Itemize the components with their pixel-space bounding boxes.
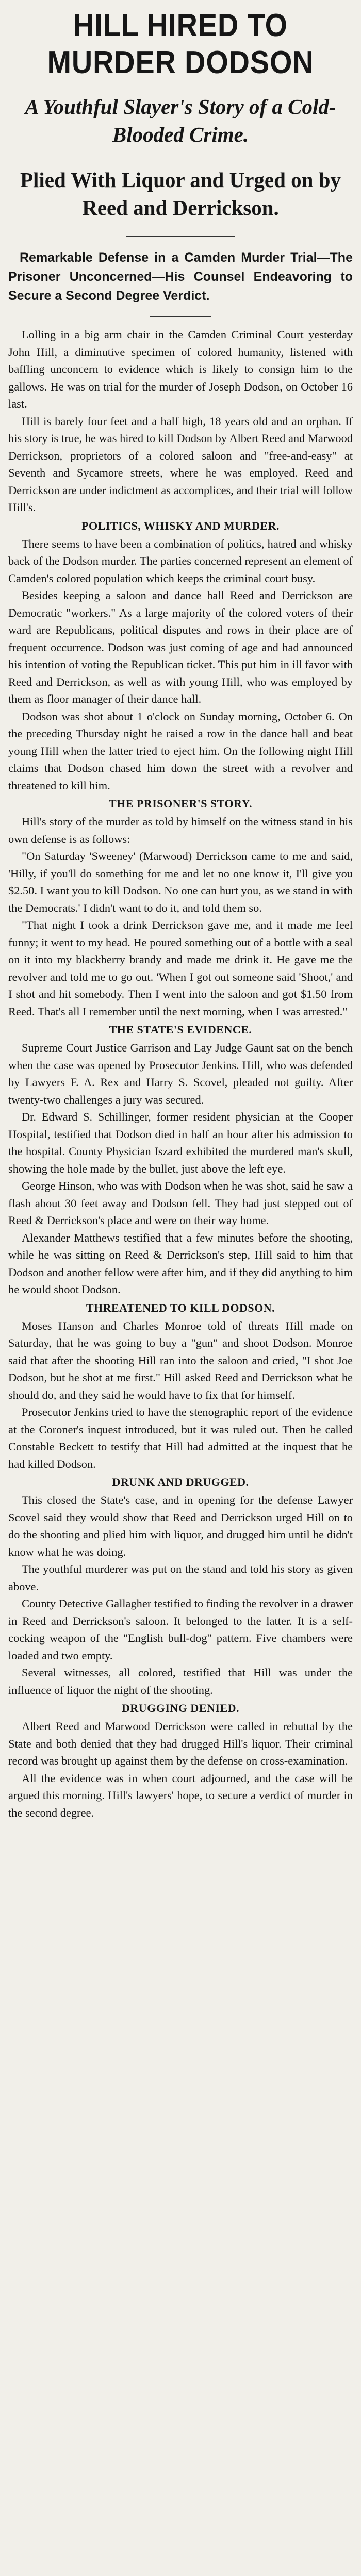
section-subhead: THE STATE'S EVIDENCE.	[109, 1023, 252, 1036]
article-paragraph: Dodson was shot about 1 o'clock on Sunday morning, October 6. On the preceding Thursday night he raised a row in the dance hall and beat young Hill when the latter tried to eject him. On the following night Hill claims that Dodson chased him down the street with a revolver and threatened to kill him.	[8, 709, 353, 792]
article-paragraph: County Detective Gallagher testified to finding the revolver in a drawer in Reed and Derrickson's saloon. It belonged to the latter. It is a self-cocking weapon of the "English bull-dog" pattern. Five chambers were loaded and two empty.	[8, 1597, 353, 1662]
headline: HILL HIRED TO MURDER DODSON	[47, 8, 314, 80]
article-paragraph: Hill is barely four feet and a half high, 18 years old and an orphan. If his story is true, he was hired to kill Dodson by Albert Reed and Marwood Derrickson, proprietors of a colored saloon and "free-and-easy" at Seventh and Sycamore streets, where he was employed. Reed and Derrickson are under indictment as accomplices, and their trial will follow Hill's.	[8, 414, 353, 514]
article-paragraph: "On Saturday 'Sweeney' (Marwood) Derrickson came to me and said, 'Hilly, if you'll do something for me and let no one know it, I'll give you $2.50. I want you to kill Dodson. No one can hurt you, as we stand in with the Democrats.' I didn't want to do it, and told them so.	[8, 850, 353, 914]
article-paragraph: This closed the State's case, and in opening for the defense Lawyer Scovel said they would show that Reed and Derrickson urged Hill on to do the shooting and plied him with liquor, and drugged him until he didn't know what he was doing.	[8, 1494, 353, 1558]
section-subhead: DRUNK AND DRUGGED.	[112, 1476, 249, 1488]
divider-rule-short	[150, 316, 211, 317]
article-paragraph: The youthful murderer was put on the stand and told his story as given above.	[8, 1563, 353, 1593]
article-paragraph: All the evidence was in when court adjourned, and the case will be argued this morning. Hill's lawyers' hope, to secure a verdict of murder in the second degree.	[8, 1771, 353, 1819]
article-paragraph: Besides keeping a saloon and dance hall Reed and Derrickson are Democratic "workers." As a large majority of the colored voters of their ward are Republicans, political disputes and rows in their place are of frequent occurrence. Dodson was just coming of age and had announced his intention of voting the Republican ticket. This put him in ill favor with Reed and Derrickson, as well as with young Hill, who was employed by them as floor manager of their dance hall.	[8, 589, 353, 705]
article-paragraph: Albert Reed and Marwood Derrickson were called in rebuttal by the State and both denied that they had drugged Hill's liquor. Their criminal record was brought up against them by the defense on cross-examination.	[8, 1720, 353, 1767]
article-paragraph: Alexander Matthews testified that a few minutes before the shooting, while he was sitting on Reed & Derrickson's step, Hill said to him that Dodson and another fellow were after him, and if they did anything to him he would shoot Dodson.	[8, 1231, 353, 1296]
article-paragraph: George Hinson, who was with Dodson when he was shot, said he saw a flash about 30 feet away and Dodson fell. They had just stepped out of Reed & Derrickson's place and were on their way home.	[8, 1179, 353, 1227]
article-paragraph: There seems to have been a combination of politics, hatred and whisky back of the Dodson murder. The parties concerned represent an element of Camden's colored population which keeps the criminal court busy.	[8, 537, 353, 585]
section-subhead: DRUGGING DENIED.	[121, 1702, 240, 1715]
article-paragraph: Prosecutor Jenkins tried to have the stenographic report of the evidence at the Coroner's inquest introduced, but it was ruled out. Then he called Constable Beckett to testify that Hill had admitted at the inquest that he had killed Dodson.	[8, 1405, 353, 1470]
deck-two: Plied With Liquor and Urged on by Reed and Derrickson.	[20, 168, 341, 219]
article-paragraph: "That night I took a drink Derrickson gave me, and it made me feel funny; it went to my head. He poured something out of a bottle with a seal on it into my blackberry brandy and made me drink it. He gave me the revolver and told me to go out. 'When I got out someone said 'Shoot,' and I shot and hit somebody. Then I went into the saloon and got $1.50 from Reed. That's all I remember until the next morning, when I was arrested."	[8, 919, 353, 1018]
article-paragraph: Moses Hanson and Charles Monroe told of threats Hill made on Saturday, that he was going to buy a "gun" and shoot Dodson. Monroe said that after the shooting Hill ran into the saloon and cried, "I shot Joe Dodson, but he shot at me first." Hill asked Reed and Derrickson what he should do, and they said he would have to fix that for himself.	[8, 1319, 353, 1401]
article-paragraph: Several witnesses, all colored, testified that Hill was under the influence of liquor the night of the shooting.	[8, 1666, 353, 1697]
article-paragraph: Dr. Edward S. Schillinger, former resident physician at the Cooper Hospital, testified that Dodson died in half an hour after his admission to the hospital. County Physician Iszard exhibited the murdered man's skull, showing the hole made by the bullet, just above the left eye.	[8, 1110, 353, 1175]
article-paragraph: Lolling in a big arm chair in the Camden Criminal Court yesterday John Hill, a diminutive specimen of colored humanity, listened with baffling unconcern to evidence which is likely to consign him to the gallows. He was on trial for the murder of Joseph Dodson, on October 16 last.	[8, 328, 353, 410]
section-subhead: THE PRISONER'S STORY.	[108, 797, 253, 810]
deck-three: Remarkable Defense in a Camden Murder Trial—The Prisoner Unconcerned—His Counsel Endeavoring to Secure a Second Degree Verdict.	[8, 250, 353, 303]
article-paragraph: Hill's story of the murder as told by himself on the witness stand in his own defense is as follows:	[8, 815, 353, 845]
article-paragraph: Supreme Court Justice Garrison and Lay Judge Gaunt sat on the bench when the case was opened by Prosecutor Jenkins. Hill, who was defended by Lawyers F. A. Rex and Harry S. Scovel, pleaded not guilty. After twenty-two challenges a jury was secured.	[8, 1041, 353, 1106]
deck-one: A Youthful Slayer's Story of a Cold-Blooded Crime.	[25, 95, 336, 146]
article-body	[8, 326, 353, 1821]
section-subhead: THREATENED TO KILL DODSON.	[86, 1301, 275, 1314]
divider-rule	[126, 236, 235, 237]
section-subhead: POLITICS, WHISKY AND MURDER.	[81, 519, 280, 532]
